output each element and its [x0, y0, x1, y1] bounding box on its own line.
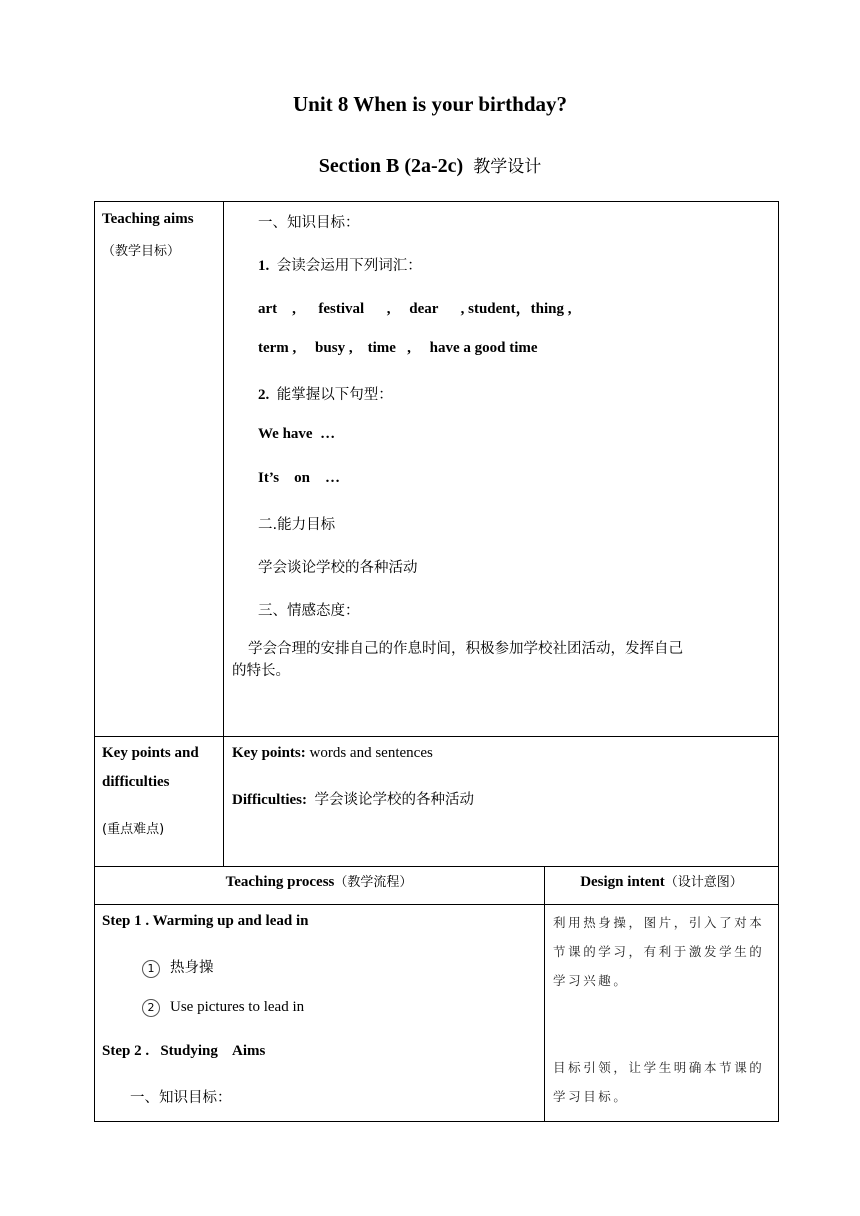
aims-label: Teaching aims	[102, 211, 194, 227]
emotion-text-line-1: 学会合理的安排自己的作息时间，积极参加学校社团活动，发挥自己	[248, 641, 683, 657]
circled-number-1: 1	[142, 960, 160, 978]
document-title: Unit 8 When is your birthday?	[292, 92, 568, 116]
keypoints-label-line-2: difficulties	[102, 774, 170, 790]
difficulties-line	[232, 788, 474, 809]
design-intent-1: 利用热身操，图片，引入了对本节课的学习，有利于激发学生的学习兴趣。	[553, 915, 765, 988]
key-points-text: words and sentences	[305, 745, 433, 761]
aims-label-zh: （教学目标）	[102, 244, 181, 259]
step-2-heading: Step 2 . Studying Aims	[102, 1043, 266, 1059]
circled-number-2: 2	[142, 999, 160, 1017]
process-header-zh: （教学流程）	[334, 875, 413, 890]
table-border-top	[94, 201, 779, 202]
intent-header	[545, 871, 778, 891]
document-subtitle	[0, 152, 860, 178]
aim-item-2	[258, 383, 393, 404]
emotion-text-line-2: 的特长。	[232, 663, 290, 679]
difficulties-label: Difficulties:	[232, 792, 307, 808]
col-divider-intent	[544, 866, 545, 1122]
aim-item-1-number: 1.	[258, 258, 270, 274]
key-points-line	[232, 745, 433, 762]
difficulties-text: 学会谈论学校的各种活动	[314, 792, 474, 808]
step-1-item-1	[142, 956, 214, 978]
sentence-pattern-2: It’s on …	[258, 470, 340, 486]
step-1-item-1-text: 热身操	[170, 960, 214, 976]
aim-item-2-number: 2.	[258, 387, 270, 403]
process-header	[94, 871, 544, 891]
col-divider-label	[223, 201, 224, 867]
ability-heading: 二.能力目标	[258, 517, 336, 533]
intent-header-zh: （设计意图）	[664, 875, 743, 890]
aim-item-1-text: 会读会运用下列词汇：	[276, 258, 422, 274]
keypoints-label-line-1: Key points and	[102, 745, 199, 761]
row-divider-2	[94, 866, 779, 867]
step-1-item-2-text: Use pictures to lead in	[170, 999, 305, 1015]
key-points-label: Key points:	[232, 745, 306, 761]
subtitle-en: Section B (2a-2c)	[318, 155, 464, 177]
table-border-right	[778, 201, 779, 1122]
ability-text: 学会谈论学校的各种活动	[258, 560, 418, 576]
intent-header-en: Design intent	[580, 874, 665, 890]
table-border-bottom	[94, 1121, 779, 1122]
knowledge-heading: 一、知识目标：	[258, 215, 360, 231]
table-border-left	[94, 201, 95, 1122]
subtitle-zh: 教学设计	[473, 157, 542, 177]
aim-item-2-text: 能掌握以下句型：	[276, 387, 393, 403]
keypoints-label-zh: (重点难点)	[102, 822, 165, 837]
step-2-subheading: 一、知识目标：	[130, 1090, 232, 1106]
sentence-pattern-1: We have …	[258, 426, 336, 442]
vocab-line-2: term , busy , time , have a good time	[258, 340, 538, 356]
step-1-item-2	[142, 999, 304, 1017]
aim-item-1	[258, 254, 422, 275]
step-1-heading: Step 1 . Warming up and lead in	[102, 913, 309, 929]
row-divider-3	[94, 904, 779, 905]
row-divider-1	[94, 736, 779, 737]
emotion-heading: 三、情感态度：	[258, 603, 360, 619]
process-header-en: Teaching process	[225, 874, 335, 890]
design-intent-2: 目标引领，让学生明确本节课的学习目标。	[553, 1060, 765, 1104]
vocab-line-1: art , festival , dear , student，thing ,	[258, 301, 572, 317]
